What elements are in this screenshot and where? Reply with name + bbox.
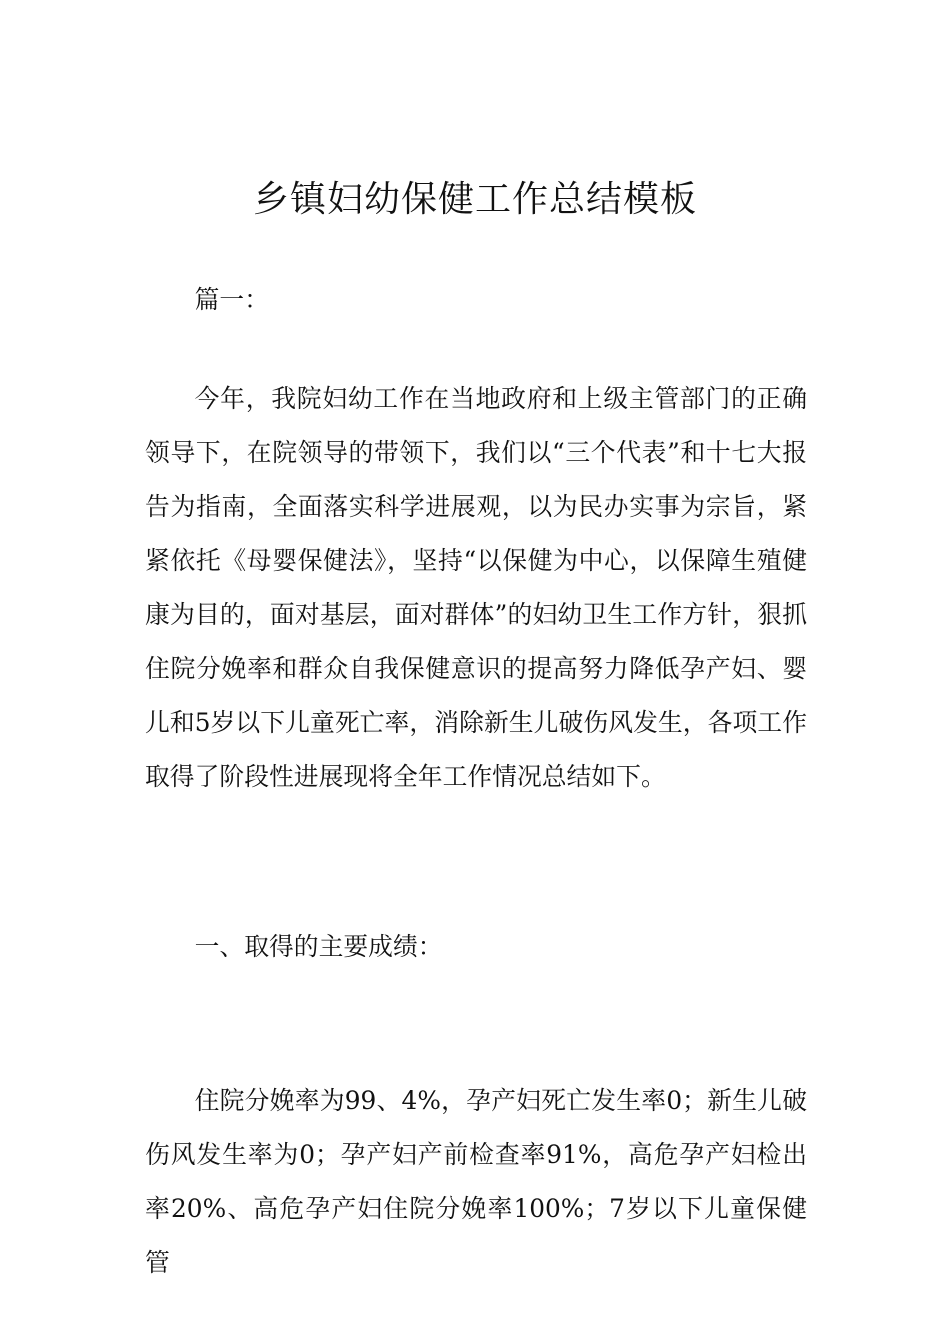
section-heading: 一、取得的主要成绩：	[194, 932, 443, 961]
document-title: 乡镇妇幼保健工作总结模板	[252, 179, 697, 220]
intro-paragraph: 今年，我院妇幼工作在当地政府和上级主管部门的正确领导下，在院领导的带领下，我们以“三个代表”和十七大报告为指南，全面落实科学进展观，以为民办实事为宗旨，紧紧依托《母婴保健法》，坚持“以保健为中心，以保障生殖健康为目的，面对基层，面对群体”的妇幼卫生工作方针，狠抓住院分娩率和群众自我保健意识的提高努力降低孕产妇、婴儿和5岁以下儿童死亡率，消除新生儿破伤风发生，各项工作取得了阶段性进展现将全年工作情况总结如下。	[145, 384, 807, 791]
results-paragraph: 住院分娩率为99、4%，孕产妇死亡发生率0；新生儿破伤风发生率为0；孕产妇产前检查率91%，高危孕产妇检出率20%、高危孕产妇住院分娩率100%；7岁以下儿童保健管	[145, 1086, 807, 1277]
section-label: 篇一：	[194, 285, 269, 314]
